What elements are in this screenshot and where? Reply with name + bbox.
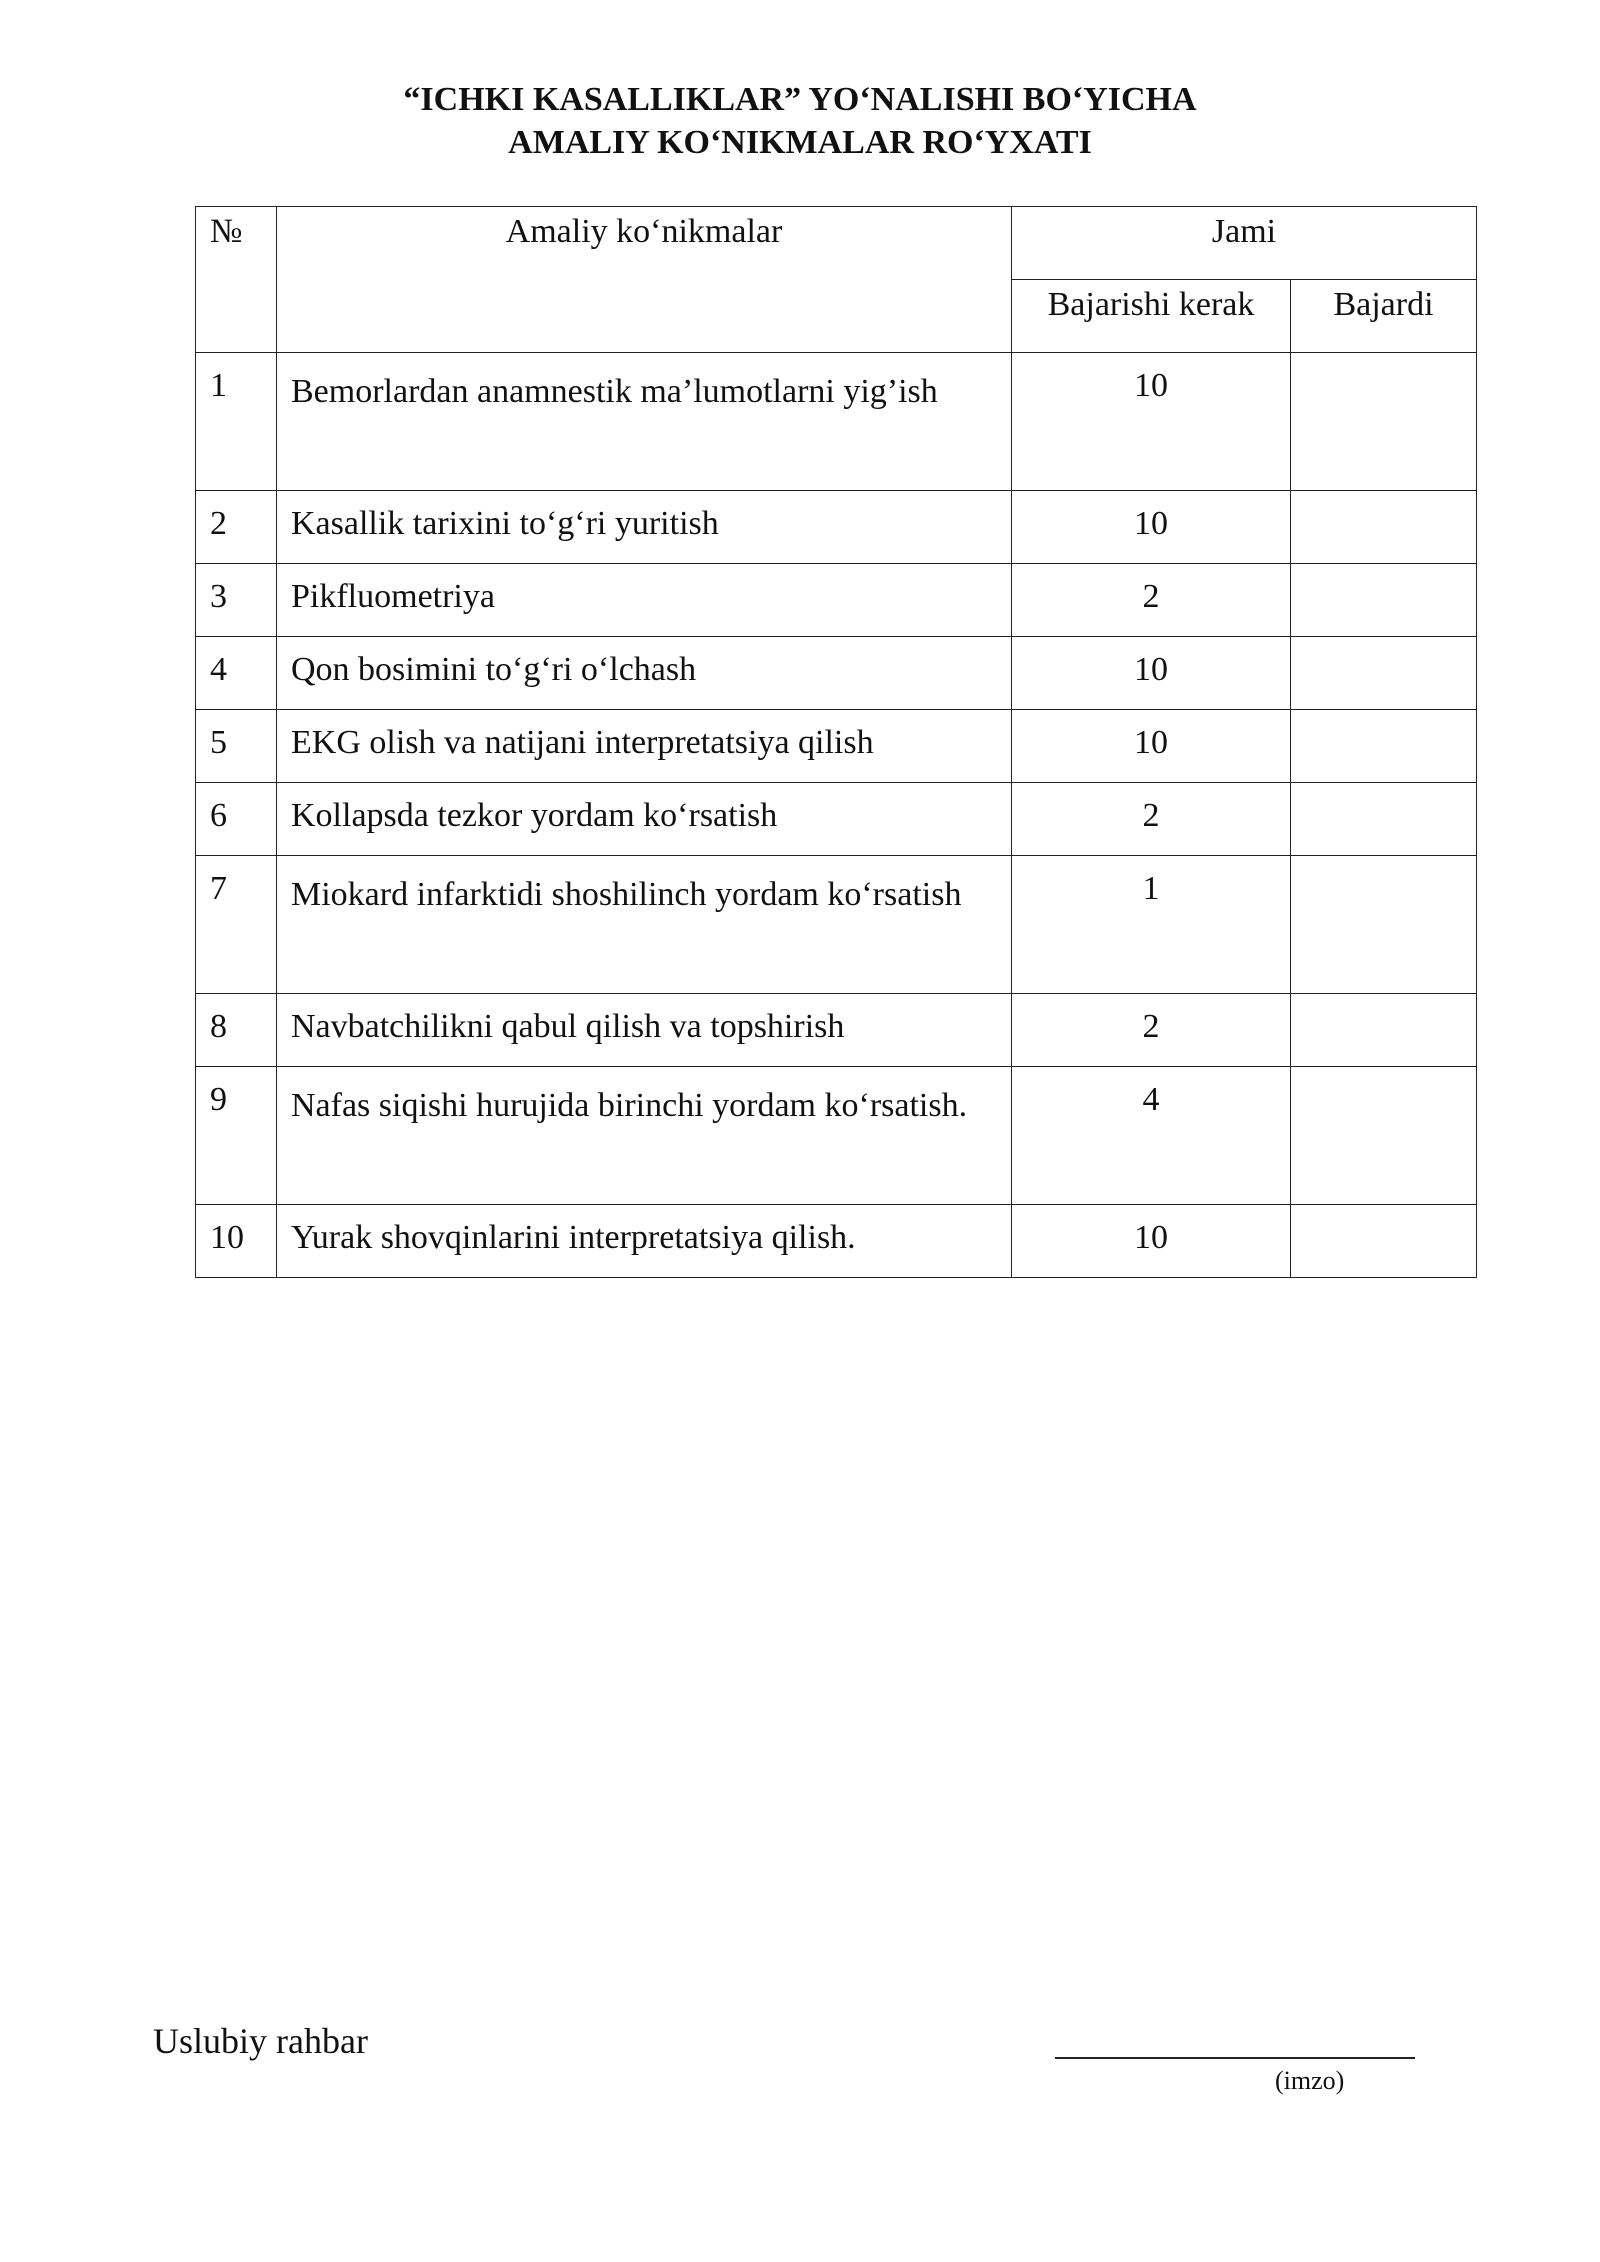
row-required: 1 xyxy=(1012,856,1291,994)
row-done[interactable] xyxy=(1291,783,1477,856)
row-skill: Kasallik tarixini to‘g‘ri yuritish xyxy=(277,491,1012,564)
row-done[interactable] xyxy=(1291,353,1477,491)
row-required: 10 xyxy=(1012,491,1291,564)
table-row xyxy=(196,710,1477,783)
signature-line[interactable] xyxy=(1055,2057,1415,2059)
header-skill: Amaliy ko‘nikmalar xyxy=(277,207,1012,353)
table-row xyxy=(196,491,1477,564)
header-total: Jami xyxy=(1012,207,1477,280)
row-required: 2 xyxy=(1012,994,1291,1067)
row-number: 5 xyxy=(196,710,277,783)
row-done[interactable] xyxy=(1291,994,1477,1067)
row-skill: Yurak shovqinlarini interpretatsiya qilish. xyxy=(277,1205,1012,1278)
table-row xyxy=(196,783,1477,856)
row-required: 2 xyxy=(1012,783,1291,856)
table-row xyxy=(196,353,1477,491)
row-required: 10 xyxy=(1012,353,1291,491)
row-number: 8 xyxy=(196,994,277,1067)
table-row xyxy=(196,1067,1477,1205)
row-skill: Miokard infarktidi shoshilinch yordam ko‘rsatish xyxy=(277,856,1012,994)
title-line-2: AMALIY KO‘NIKMALAR RO‘YXATI xyxy=(508,124,1092,161)
row-skill: Kollapsda tezkor yordam ko‘rsatish xyxy=(277,783,1012,856)
row-skill: Pikfluometriya xyxy=(277,564,1012,637)
table-row xyxy=(196,994,1477,1067)
header-done: Bajardi xyxy=(1291,280,1477,353)
row-done[interactable] xyxy=(1291,491,1477,564)
signatory-label: Uslubiy rahbar xyxy=(153,2021,368,2061)
row-number: 3 xyxy=(196,564,277,637)
row-done[interactable] xyxy=(1291,856,1477,994)
title-line-1: “ICHKI KASALLIKLAR” YO‘NALISHI BO‘YICHA xyxy=(403,81,1197,118)
row-skill: Qon bosimini to‘g‘ri o‘lchash xyxy=(277,637,1012,710)
row-done[interactable] xyxy=(1291,564,1477,637)
row-required: 10 xyxy=(1012,710,1291,783)
row-number: 4 xyxy=(196,637,277,710)
row-number: 6 xyxy=(196,783,277,856)
table-header-row xyxy=(196,207,1477,280)
row-required: 4 xyxy=(1012,1067,1291,1205)
table-row xyxy=(196,1205,1477,1278)
table-row xyxy=(196,637,1477,710)
row-required: 2 xyxy=(1012,564,1291,637)
table-row xyxy=(196,856,1477,994)
row-skill: EKG olish va natijani interpretatsiya qilish xyxy=(277,710,1012,783)
row-required: 10 xyxy=(1012,1205,1291,1278)
row-done[interactable] xyxy=(1291,710,1477,783)
row-done[interactable] xyxy=(1291,637,1477,710)
row-number: 7 xyxy=(196,856,277,994)
row-skill: Bemorlardan anamnestik ma’lumotlarni yig’ish xyxy=(277,353,1012,491)
skills-table xyxy=(195,206,1477,1278)
row-done[interactable] xyxy=(1291,1067,1477,1205)
row-number: 1 xyxy=(196,353,277,491)
row-number: 9 xyxy=(196,1067,277,1205)
header-number: № xyxy=(196,207,277,353)
row-number: 2 xyxy=(196,491,277,564)
header-required: Bajarishi kerak xyxy=(1012,280,1291,353)
row-done[interactable] xyxy=(1291,1205,1477,1278)
signature-caption: (imzo) xyxy=(1275,2066,1345,2095)
row-skill: Nafas siqishi hurujida birinchi yordam ko‘rsatish. xyxy=(277,1067,1012,1205)
row-skill: Navbatchilikni qabul qilish va topshirish xyxy=(277,994,1012,1067)
table-row xyxy=(196,564,1477,637)
row-required: 10 xyxy=(1012,637,1291,710)
document-title xyxy=(0,78,1600,164)
row-number: 10 xyxy=(196,1205,277,1278)
